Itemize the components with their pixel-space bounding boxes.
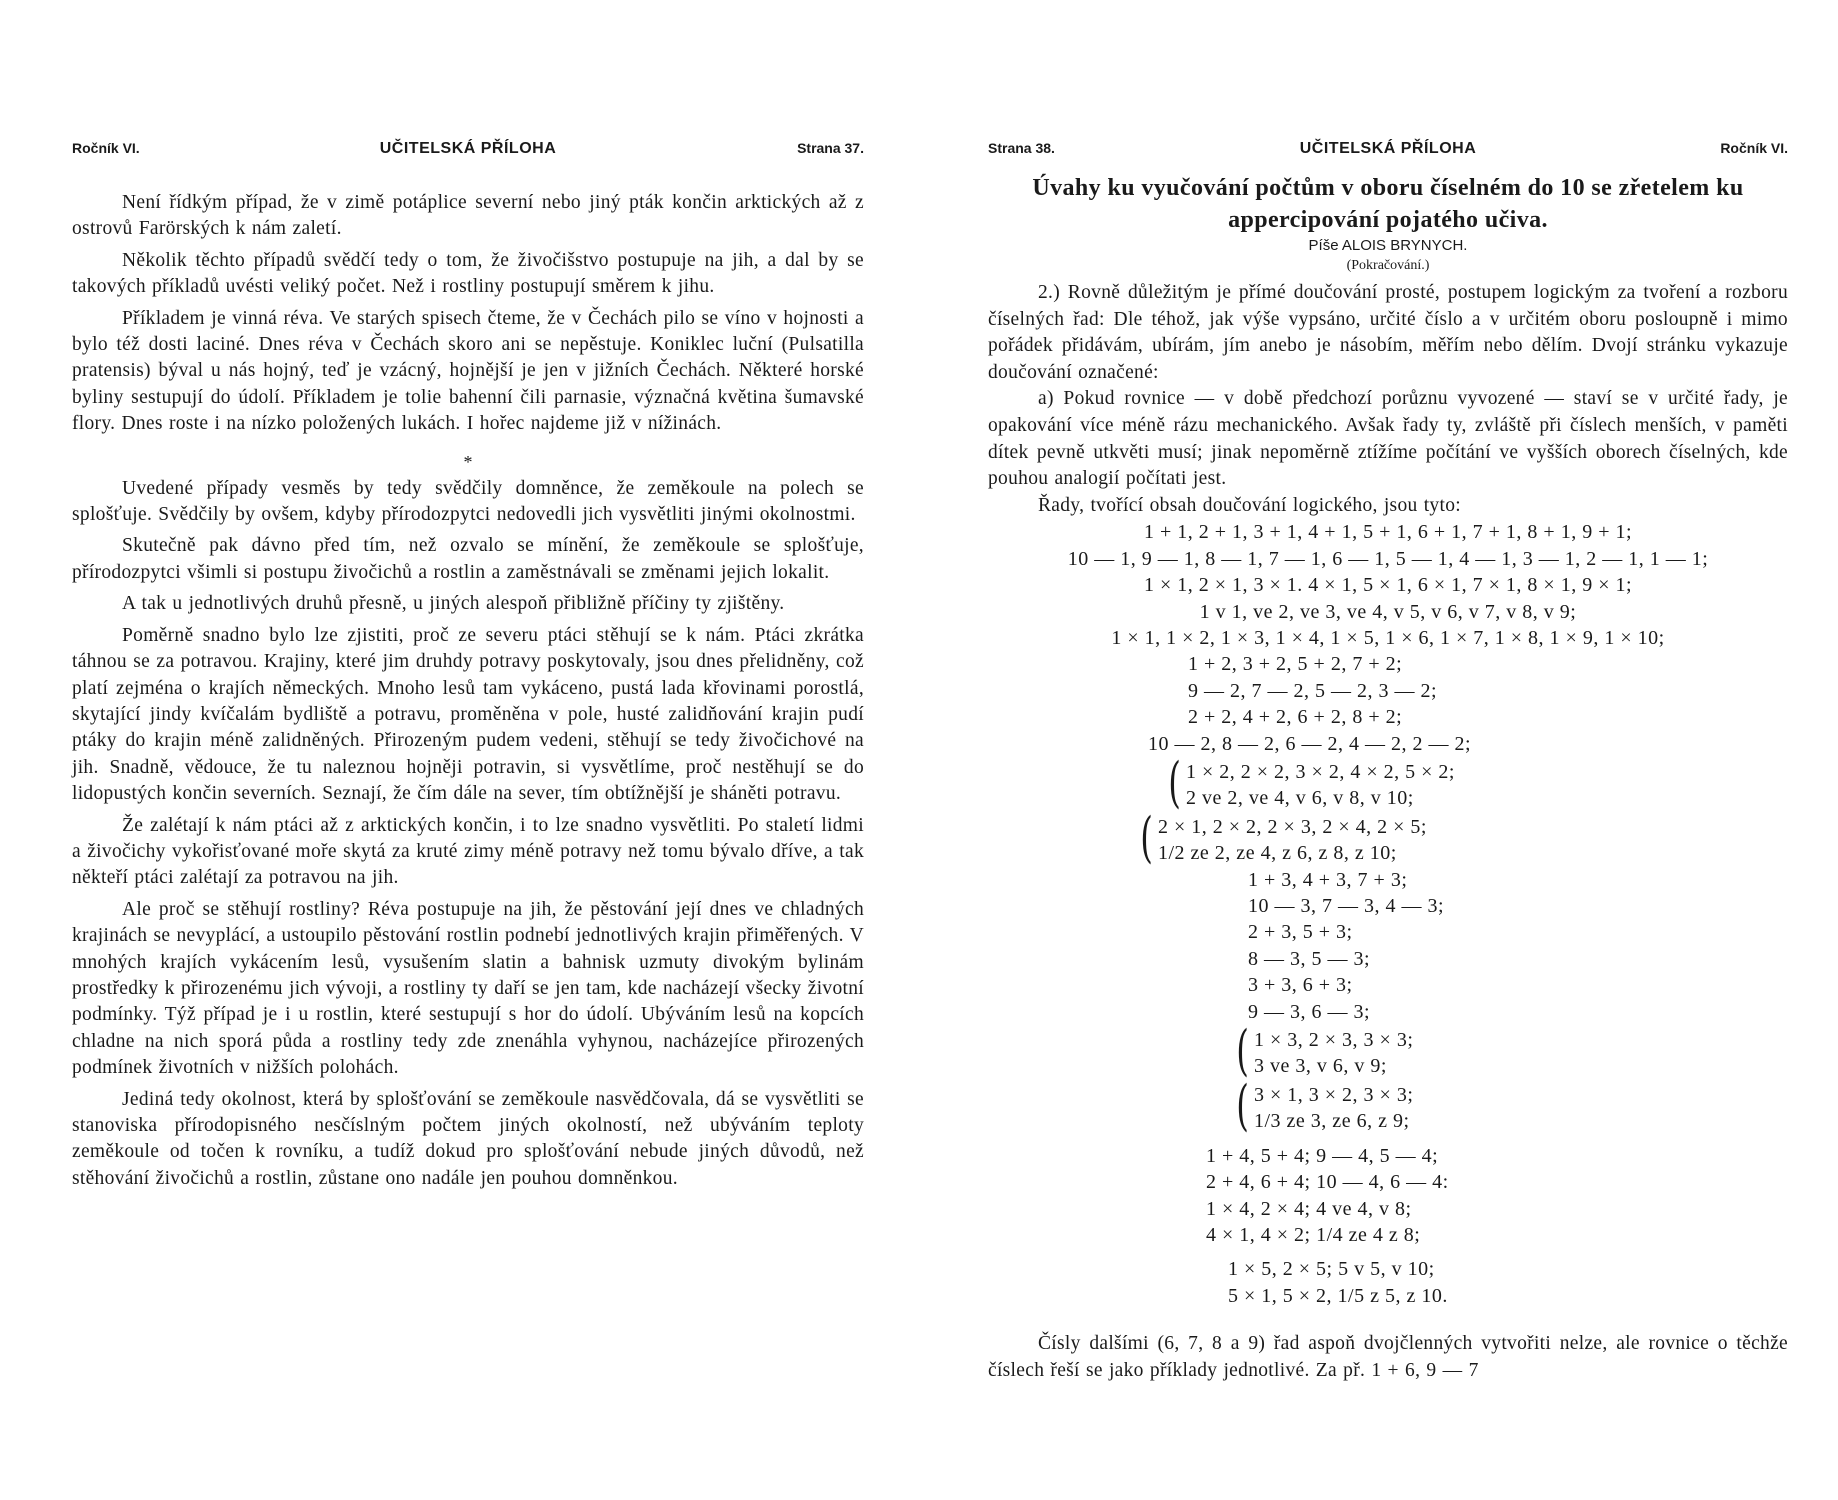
paragraph: Jediná tedy okolnost, která by splošťování se zeměkoule nasvědčovala, dá se vysvětliti se stanoviska přírodopisného nesčíslným počtem jiných okolností, než ubýváním teploty zeměkoule od točen k rovníku, a tudíž dokud pro splošťování nebude jiných důvodů, než stěhování živočichů a rostlin, zůstane ono nadále jen pouhou domněnkou. xyxy=(72,1088,864,1189)
left-brace: ( xyxy=(1236,1073,1249,1137)
equation-line: 1 × 2, 2 × 2, 3 × 2, 4 × 2, 5 × 2; xyxy=(1186,761,1455,783)
brace-group xyxy=(1164,751,1788,814)
page-number: Strana 38. xyxy=(988,140,1055,156)
running-title: UČITELSKÁ PŘÍLOHA xyxy=(379,140,557,157)
equation-line: 1 + 3, 4 + 3, 7 + 3; xyxy=(1248,868,1408,891)
left-page-body xyxy=(72,190,864,1192)
equation-line: 1 × 4, 2 × 4; 4 ve 4, v 8; xyxy=(1206,1197,1412,1220)
paragraph: Skutečně pak dávno před tím, než ozvalo se mínění, že zeměkoule se splošťuje, přírodozpytci všimli si postupu živočichů a rostlin a zaměstnávali se změnami jejich lokalit. xyxy=(72,535,864,583)
volume-label: Ročník VI. xyxy=(72,140,140,156)
equation-line: 1 + 1, 2 + 1, 3 + 1, 4 + 1, 5 + 1, 6 + 1, 7 + 1, 8 + 1, 9 + 1; xyxy=(1143,521,1633,544)
equation-line: 4 × 1, 4 × 2; 1/4 ze 4 z 8; xyxy=(1206,1223,1421,1246)
paragraph: Ale proč se stěhují rostliny? Réva postupuje na jih, že pěstování její dnes ve chladných krajinách se nevyplácí, a ustoupilo pěstování rostlin podnebí jednotlivých krajin přiměřených. V mnohých krajích vykácením lesů, vysušením slatin a bahnisk uzmuty divokým bylinám prostředky k přirozenému jich vývoji, a rostliny ty daří se jen tam, kde nacházejí všecky životní podmínky. Týž případ je i u rostlin, které sestupují s hor do údolí. Ubýváním lesů na kopcích chladne na nich sporá půda a rostliny tedy zde znenáhla vyhynou, nacházejíce přirozených podmínek životních v nižších polohách. xyxy=(72,898,864,1079)
paragraph: Čísly dalšími (6, 7, 8 a 9) řad aspoň dvojčlenných vytvořiti nelze, ale rovnice o těchže číslech řeší se jako příklady jednotlivé. Za př. 1 + 6, 9 — 7 xyxy=(988,1333,1788,1381)
equation-line: 1 × 3, 2 × 3, 3 × 3; xyxy=(1254,1029,1414,1052)
equation-line: 2 × 1, 2 × 2, 2 × 3, 2 × 4, 2 × 5; xyxy=(1158,815,1427,838)
series-block-5 xyxy=(988,1256,1788,1309)
volume-label: Ročník VI. xyxy=(1720,140,1788,156)
equation-line: 10 — 2, 8 — 2, 6 — 2, 4 — 2, 2 — 2; xyxy=(1148,732,1472,755)
paragraph: 2.) Rovně důležitým je přímé doučování prosté, postupem logickým za tvoření a rozboru číselných řad: Dle téhož, jak výše vypsáno, určité číslo a v určitém oboru posloupně i mimo pořádek přidávám, ubírám, jím anebo je násobím, měřím nebo dělím. Dvojí stránku vykazuje doučování označené: xyxy=(988,282,1788,383)
paragraph: Že zalétají k nám ptáci až z arktických končin, i to lze snadno vysvětliti. Po staletí lidmi a živočichy vykořisťované moře skytá za kruté zimy méně potravy než tomu bývalo dříve, a tak někteří ptáci zalétají za potravou na jih. xyxy=(72,814,864,889)
paragraph: a) Pokud rovnice — v době předchozí porůznu vyvozené — staví se v určité řady, je opakování více méně rázu mechanického. Avšak řady ty, zvláště při číslech menších, v paměti dítek pevně utkvěti musí; jinak nepoměrně ztížíme počítání ve vyšších oborech číselných, kde pouhou analogií počítati jest. xyxy=(988,388,1788,490)
equation-line: 1/2 ze 2, ze 4, z 6, z 8, z 10; xyxy=(1158,842,1397,865)
equation-line: 10 — 3, 7 — 3, 4 — 3; xyxy=(1248,895,1445,918)
section-separator-star: * xyxy=(463,451,473,472)
article-author: Píše ALOIS BRYNYCH. xyxy=(1308,237,1468,254)
paragraph: Uvedené případy vesměs by tedy svědčily domněnce, že zeměkoule na polech se splošťuje. Svědčily by ovšem, kdyby přírodozpytci nedovedli jich vysvětliti jinými okolnostmi. xyxy=(72,477,864,526)
closing-block xyxy=(988,1331,1788,1384)
series-block-2 xyxy=(988,651,1788,869)
left-page-header xyxy=(72,140,864,160)
brace-group xyxy=(1232,1019,1788,1083)
paragraph: Řady, tvořící obsah doučování logického, jsou tyto: xyxy=(1038,494,1461,516)
right-page-header xyxy=(988,140,1788,160)
equation-line: 3 × 1, 3 × 2, 3 × 3; xyxy=(1254,1083,1414,1106)
equation-line: 2 + 4, 6 + 4; 10 — 4, 6 — 4: xyxy=(1206,1171,1449,1194)
paragraph: A tak u jednotlivých druhů přesně, u jiných alespoň přibližně příčiny ty zjištěny. xyxy=(122,593,785,615)
left-brace: ( xyxy=(1168,751,1181,814)
paragraph: Příkladem je vinná réva. Ve starých spisech čteme, že v Čechách pilo se víno v hojnosti a bylo též dosti laciné. Dnes réva v Čechách skoro ani se nepěstuje. Koniklec luční (Pulsatilla pratensis) býval u nás hojný, teď je vzácný, hojnější je jen v jižních Čechách. Některé horské byliny sestupují do údolí. Příkladem je tolie bahenní čili parnasie, význačná květina šumavské flory. Dnes roste i na nízko položených lukách. I hořec najdeme již v nížinách. xyxy=(72,307,864,435)
equation-line: 8 — 3, 5 — 3; xyxy=(1248,947,1371,970)
equation-line: 2 ve 2, ve 4, v 6, v 8, v 10; xyxy=(1186,787,1414,810)
equation-line: 1 + 4, 5 + 4; 9 — 4, 5 — 4; xyxy=(1206,1144,1439,1167)
equation-line: 3 + 3, 6 + 3; xyxy=(1248,974,1353,997)
equation-line: 9 — 3, 6 — 3; xyxy=(1248,1000,1371,1023)
paragraph: Není řídkým případ, že v zimě potáplice severní nebo jiný pták končin arktických až z ostrovů Farörských k nám zaletí. xyxy=(72,192,864,240)
equation-line: 9 — 2, 7 — 2, 5 — 2, 3 — 2; xyxy=(1188,679,1438,702)
equation-line: 3 ve 3, v 6, v 9; xyxy=(1254,1055,1387,1078)
brace-group xyxy=(1136,805,1788,869)
left-brace: ( xyxy=(1140,805,1153,869)
series-block-1 xyxy=(988,519,1788,651)
article-title: Úvahy ku vyučování počtům v oboru číselném do 10 se zřetelem ku appercipování pojatého učiva. xyxy=(1032,175,1744,233)
equation-line: 1 + 2, 3 + 2, 5 + 2, 7 + 2; xyxy=(1188,653,1403,676)
brace-group xyxy=(1232,1073,1788,1137)
continuation-note: (Pokračování.) xyxy=(1346,258,1430,273)
equation-line: 1 v 1, ve 2, ve 3, ve 4, v 5, v 6, v 7, v 8, v 9; xyxy=(1199,600,1577,623)
right-page-body xyxy=(988,172,1788,1384)
page-number: Strana 37. xyxy=(797,140,864,156)
running-title: UČITELSKÁ PŘÍLOHA xyxy=(1299,140,1477,157)
left-brace: ( xyxy=(1236,1019,1249,1083)
series-block-3 xyxy=(988,867,1788,1135)
equation-line: 5 × 1, 5 × 2, 1/5 z 5, z 10. xyxy=(1228,1284,1448,1307)
paragraph: Několik těchto případů svědčí tedy o tom, že živočišstvo postupuje na jih, a dal by se takových příkladů uvésti veliký počet. Než i rostliny postupují směrem k jihu. xyxy=(72,249,864,298)
series-block-4 xyxy=(988,1143,1788,1249)
equation-line: 2 + 3, 5 + 3; xyxy=(1248,921,1353,944)
equation-line: 2 + 2, 4 + 2, 6 + 2, 8 + 2; xyxy=(1188,706,1403,729)
equation-line: 10 — 1, 9 — 1, 8 — 1, 7 — 1, 6 — 1, 5 — 1, 4 — 1, 3 — 1, 2 — 1, 1 — 1; xyxy=(1067,547,1709,570)
equation-line: 1 × 1, 2 × 1, 3 × 1. 4 × 1, 5 × 1, 6 × 1, 7 × 1, 8 × 1, 9 × 1; xyxy=(1143,574,1633,597)
equation-line: 1 × 5, 2 × 5; 5 v 5, v 10; xyxy=(1228,1258,1435,1281)
paragraph: Poměrně snadno bylo lze zjistiti, proč ze severu ptáci stěhují se k nám. Ptáci zkrátka táhnou se za potravou. Krajiny, které jim druhdy potravy poskytovaly, jsou dnes přelidněny, což platí zejména o krajích německých. Mnoho lesů tam vykáceno, pustá lada křovinami porostlá, skytající jindy kvíčalám bydliště a potravu, proměněna v pole, husté zalidňování krajin pudí ptáky do krajin méně zalidněných. Přirozeným pudem vedeni, stěhují se tedy živočichové na jih. Snadně, vědouce, že tu naleznou hojněji potravin, si vysvětlíme, proč nestěhují se do lidopustých končin severních. Seznají, že čím dále na sever, tím obtížnější je sháněti potravu. xyxy=(72,624,864,805)
equation-line: 1/3 ze 3, ze 6, z 9; xyxy=(1254,1110,1410,1133)
equation-line: 1 × 1, 1 × 2, 1 × 3, 1 × 4, 1 × 5, 1 × 6, 1 × 7, 1 × 8, 1 × 9, 1 × 10; xyxy=(1111,626,1665,649)
